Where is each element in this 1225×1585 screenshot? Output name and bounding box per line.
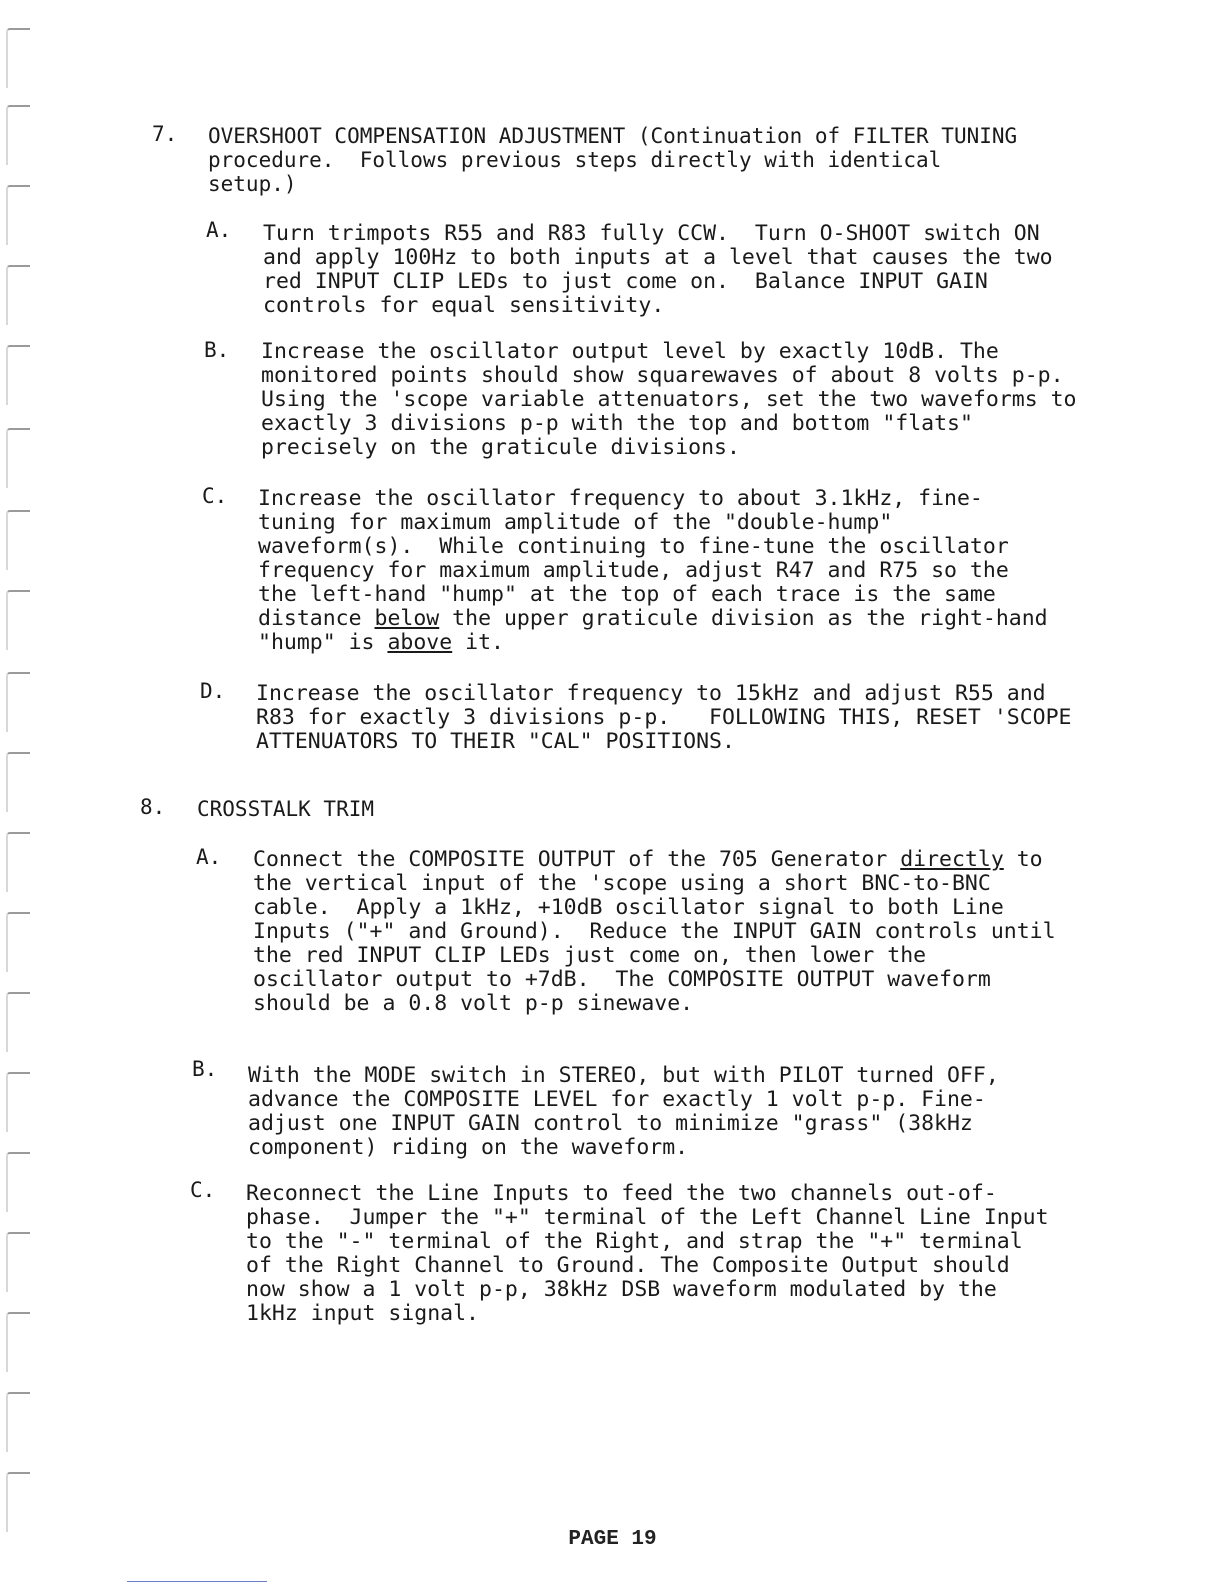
margin-mark (6, 1072, 30, 1132)
margin-mark (6, 428, 30, 488)
step-text: Turn trimpots R55 and R83 fully CCW. Turn O-SHOOT switch ON and apply 100Hz to both inputs at a level that causes the two red INPUT CLIP LEDs to just come on. Balance INPUT GAIN controls for equal sensitivity. (263, 221, 1066, 318)
bottom-rule (127, 1581, 267, 1582)
step-text: Increase the oscillator frequency to about 3.1kHz, fine-tuning for maximum amplitude of the "double-hump" waveform(s). While continuing to fine-tune the oscillator frequency for maximum amplitude, adjust R47 and R75 so the the left-hand "hump" at the top of each trace is the same distance below the upper graticule division as the right-hand "hump" is above it. (258, 486, 1061, 655)
step-text: Increase the oscillator output level by exactly 10dB. The monitored points should show squarewaves of about 8 volts p-p. Using the 'scope variable attenuators, set the two waveforms to exactly 3 divisions p-p with the top and bottom "flats" precisely on the graticule divisions. (261, 339, 1090, 460)
margin-mark (6, 832, 30, 892)
margin-mark (6, 1392, 30, 1452)
margin-mark (6, 672, 30, 732)
step-letter: A. (206, 218, 232, 242)
emphasis-below: below (374, 606, 440, 631)
emphasis-directly: directly (900, 847, 1004, 872)
step-letter: A. (196, 845, 222, 869)
margin-mark (6, 510, 30, 570)
margin-mark (6, 105, 30, 165)
section-number: 8. (140, 795, 166, 819)
section-title: CROSSTALK TRIM (197, 797, 375, 821)
step-letter: C. (190, 1178, 216, 1202)
margin-mark (6, 1232, 30, 1292)
step-text: With the MODE switch in STEREO, but with PILOT turned OFF, advance the COMPOSITE LEVEL for exactly 1 volt p-p. Fine-adjust one INPUT GAIN control to minimize "grass" (38kHz component) riding on the waveform. (248, 1063, 1012, 1160)
step-text: Increase the oscillator frequency to 15kHz and adjust R55 and R83 for exactly 3 divisions p-p. FOLLOWING THIS, RESET 'SCOPE ATTENUATORS TO THEIR "CAL" POSITIONS. (256, 681, 1085, 754)
margin-mark (6, 28, 30, 88)
emphasis-above: above (387, 630, 453, 655)
margin-mark (6, 265, 30, 325)
binder-margin (0, 0, 40, 1585)
margin-mark (6, 992, 30, 1052)
margin-mark (6, 752, 30, 812)
margin-mark (6, 912, 30, 972)
page-number: PAGE 19 (568, 1528, 657, 1551)
step-text: Connect the COMPOSITE OUTPUT of the 705 Generator directly to the vertical input of the 'scope using a short BNC-to-BNC cable. Apply a 1kHz, +10dB oscillator signal to both Line Inputs ("+" and Ground). Reduce the INPUT GAIN controls until the red INPUT CLIP LEDs just come on, then lower the oscillator output to +7dB. The COMPOSITE OUTPUT waveform should be a 0.8 volt p-p sinewave. (253, 847, 1069, 1016)
margin-mark (6, 590, 30, 650)
margin-mark (6, 185, 30, 245)
step-letter: C. (202, 484, 228, 508)
step-letter: B. (204, 338, 230, 362)
step-letter: B. (192, 1057, 218, 1081)
margin-mark (6, 345, 30, 405)
section-number: 7. (152, 122, 178, 146)
margin-mark (6, 1312, 30, 1372)
margin-mark (6, 1152, 30, 1212)
step-text: Reconnect the Line Inputs to feed the two channels out-of-phase. Jumper the "+" terminal of the Left Channel Line Input to the "-" terminal of the Right, and strap the "+" terminal of the Right Channel to Ground. The Composite Output should now show a 1 volt p-p, 38kHz DSB waveform modulated by the 1kHz input signal. (246, 1181, 1062, 1326)
margin-mark (6, 1472, 30, 1532)
section-title: OVERSHOOT COMPENSATION ADJUSTMENT (Continuation of FILTER TUNING procedure. Follows previous steps directly with identical setup.) (208, 124, 1030, 196)
step-letter: D. (200, 679, 226, 703)
